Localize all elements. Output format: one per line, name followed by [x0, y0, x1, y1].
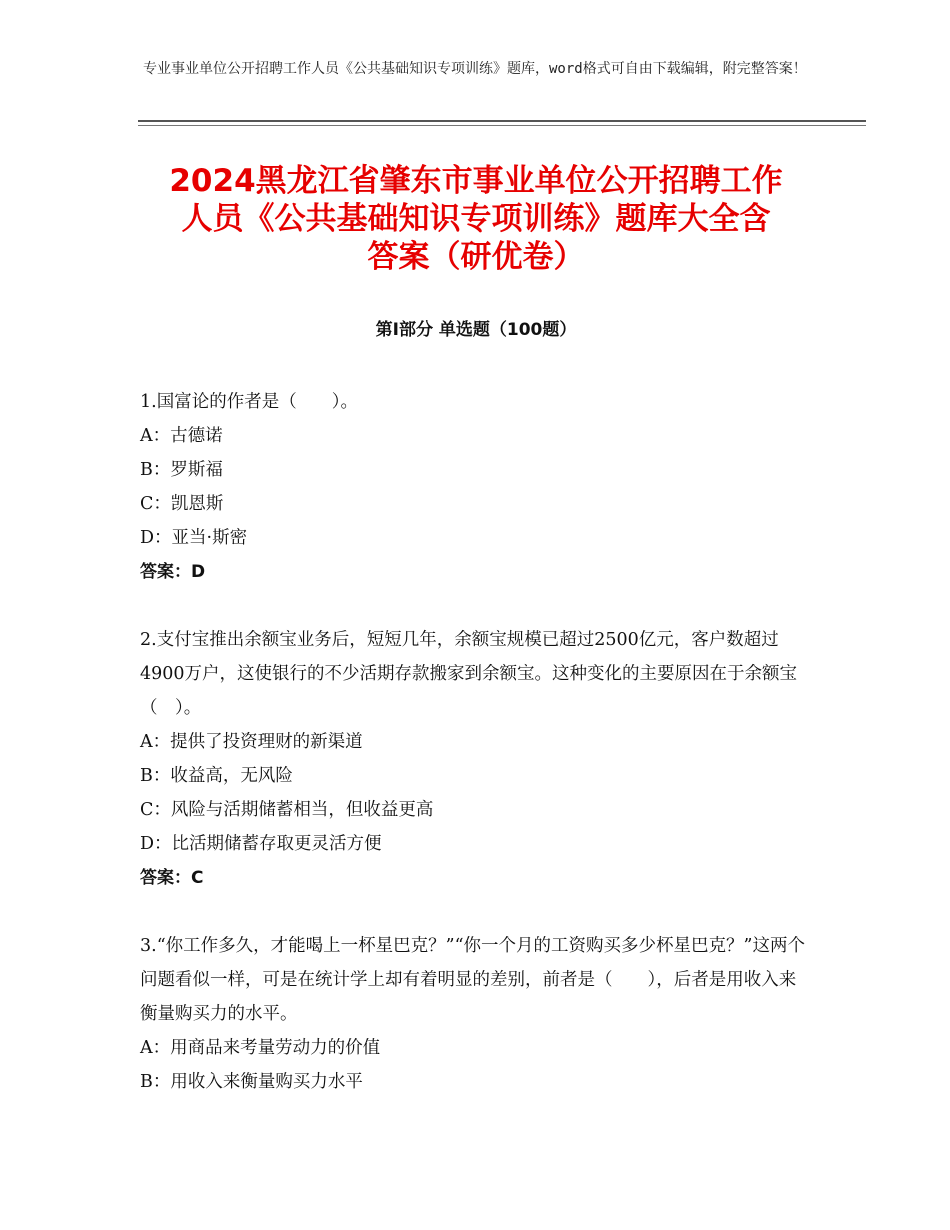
option: C：风险与活期储蓄相当，但收益更高 [140, 800, 434, 820]
question-item [140, 623, 812, 895]
title-line: 人员《公共基础知识专项训练》题库大全含 [181, 201, 771, 237]
question-text: 2.支付宝推出余额宝业务后，短短几年，余额宝规模已超过2500亿元，客户数超过4900万户，这使银行的不少活期存款搬家到余额宝。这种变化的主要原因在于余额宝（ ）。 [140, 630, 798, 718]
header-divider-thin [138, 125, 866, 126]
question-text: 3.“你工作多久，才能喝上一杯星巴克？”“你一个月的工资购买多少杯星巴克？”这两个问题看似一样，可是在统计学上却有着明显的差别，前者是（ ），后者是用收入来衡量购买力的水平。 [140, 936, 805, 1024]
header-divider [138, 120, 866, 122]
question-text: 1.国富论的作者是（ ）。 [140, 392, 358, 412]
question-list [140, 385, 812, 1133]
option: B：收益高，无风险 [140, 766, 293, 786]
title-line: 2024黑龙江省肇东市事业单位公开招聘工作 [169, 163, 783, 199]
answer-label: 答案：C [140, 868, 204, 888]
option: B：用收入来衡量购买力水平 [140, 1072, 363, 1092]
option: D：亚当·斯密 [140, 528, 248, 548]
answer-label: 答案：D [140, 562, 206, 582]
option: C：凯恩斯 [140, 494, 224, 514]
document-title [140, 162, 812, 276]
question-item [140, 929, 812, 1099]
header-note: 专业事业单位公开招聘工作人员《公共基础知识专项训练》题库，word格式可自由下载编辑，附完整答案！ [143, 61, 807, 77]
option: A：用商品来考量劳动力的价值 [140, 1038, 381, 1058]
section-heading: 第Ⅰ部分 单选题（100题） [375, 320, 577, 340]
option: A：提供了投资理财的新渠道 [140, 732, 363, 752]
option: D：比活期储蓄存取更灵活方便 [140, 834, 382, 854]
option: A：古德诺 [140, 426, 223, 446]
question-item [140, 385, 812, 589]
option: B：罗斯福 [140, 460, 223, 480]
title-line: 答案（研优卷） [367, 239, 585, 275]
